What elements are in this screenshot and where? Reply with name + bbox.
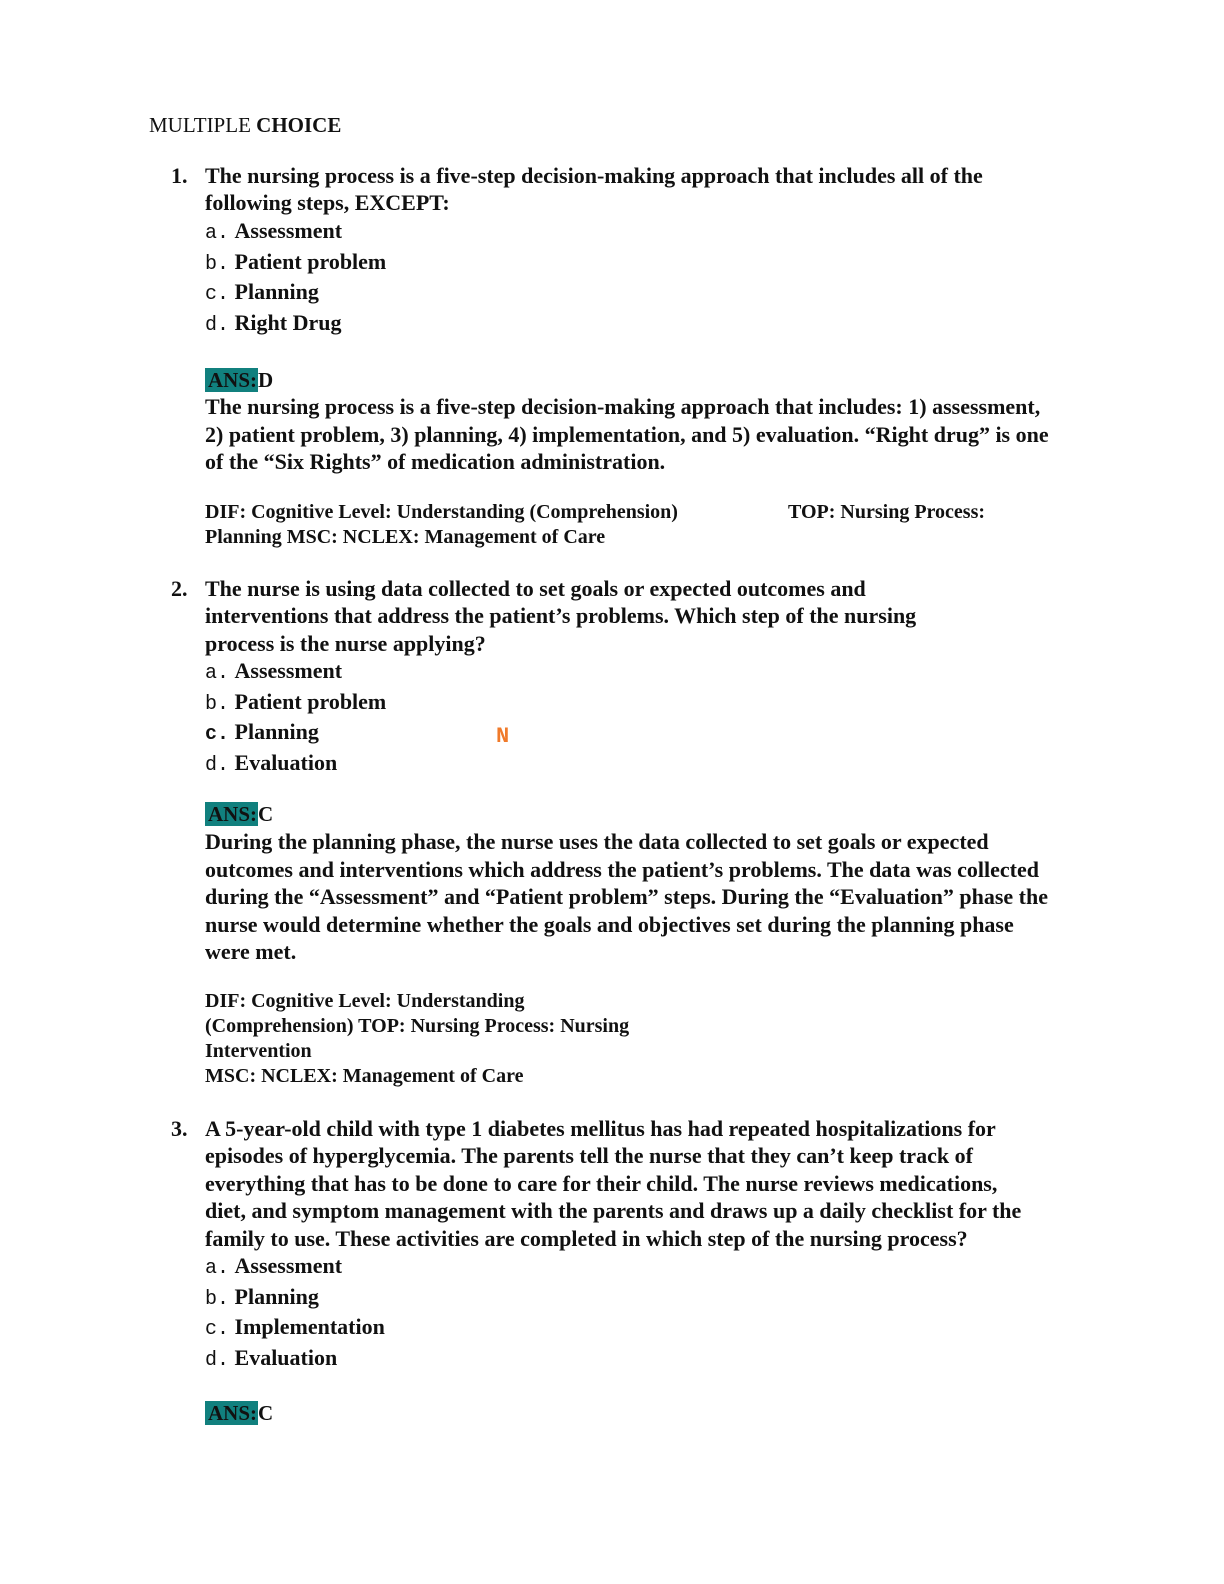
question-2-option-a[interactable]: [205, 657, 386, 688]
answer-label: ANS:: [205, 802, 258, 826]
question-1-option-b[interactable]: [205, 248, 386, 279]
question-3-stem-line: diet, and symptom management with the parents and draws up a daily checklist for the: [205, 1198, 1022, 1224]
question-1-number: 1.: [171, 163, 188, 188]
question-1-option-c[interactable]: [205, 278, 386, 309]
question-2-rationale: [205, 828, 1125, 966]
question-3-option-d[interactable]: [205, 1344, 385, 1375]
question-3-stem-line: everything that has to be done to care for their child. The nurse reviews medications,: [205, 1170, 998, 1196]
question-2-option-c[interactable]: [205, 718, 386, 749]
option-letter: c.: [205, 723, 230, 747]
question-1-top: TOP: Nursing Process:: [788, 501, 986, 523]
option-letter: c.: [205, 1318, 230, 1342]
heading-part-1: MULTIPLE: [149, 113, 251, 137]
answer-label: ANS:: [205, 1401, 258, 1425]
option-text: Planning: [234, 279, 319, 305]
option-letter: a.: [205, 1257, 230, 1280]
question-3-option-a[interactable]: [205, 1252, 385, 1283]
rationale-line: The nursing process is a five-step decision-making approach that includes: 1) assessment,: [205, 394, 1041, 419]
option-text: Implementation: [234, 1314, 385, 1340]
question-1-stem-line: following steps, EXCEPT:: [205, 190, 450, 216]
question-2-stem-line: The nurse is using data collected to set goals or expected outcomes and: [205, 576, 866, 601]
question-2-answer: [205, 801, 273, 827]
question-3-stem: [205, 1115, 1125, 1252]
question-3-answer: [205, 1400, 273, 1426]
rationale-line: during the “Assessment” and “Patient problem” steps. During the “Evaluation” phase the: [205, 884, 1049, 909]
option-text: Evaluation: [234, 1344, 338, 1370]
question-1-stem-line: The nursing process is a five-step decision-making approach that includes all of the: [205, 163, 983, 188]
option-letter: b.: [205, 252, 230, 276]
option-letter: b.: [205, 692, 230, 716]
meta-line: Intervention: [205, 1040, 312, 1062]
answer-value: C: [258, 802, 274, 826]
question-3-options: [205, 1252, 385, 1374]
option-letter: b.: [205, 1287, 230, 1311]
option-text: Planning: [234, 1283, 319, 1309]
option-letter: a.: [205, 222, 230, 245]
rationale-line: 2) patient problem, 3) planning, 4) implementation, and 5) evaluation. “Right drug” is one: [205, 421, 1049, 447]
option-text: Evaluation: [234, 749, 338, 775]
question-3-number: 3.: [171, 1116, 188, 1141]
option-letter: d.: [205, 753, 230, 777]
rationale-line: During the planning phase, the nurse uses the data collected to set goals or expected: [205, 829, 989, 854]
answer-value: C: [258, 1401, 274, 1425]
meta-line: DIF: Cognitive Level: Understanding: [205, 990, 525, 1012]
watermark-letter: N: [496, 724, 510, 749]
question-1-stem: [205, 162, 1125, 217]
option-letter: c.: [205, 283, 230, 307]
option-letter: a.: [205, 662, 230, 685]
question-1-answer: [205, 367, 273, 393]
question-1-dif: DIF: Cognitive Level: Understanding (Comprehension): [205, 501, 678, 523]
question-3-stem-line: A 5-year-old child with type 1 diabetes mellitus has had repeated hospitalizations for: [205, 1116, 996, 1141]
question-3-option-c[interactable]: [205, 1313, 385, 1344]
question-3-option-b[interactable]: [205, 1283, 385, 1314]
section-heading: [149, 112, 341, 138]
question-1-option-d[interactable]: [205, 309, 386, 340]
option-text: Patient problem: [234, 248, 387, 274]
question-2-number: 2.: [171, 576, 188, 601]
heading-part-2: CHOICE: [256, 113, 342, 137]
rationale-line: of the “Six Rights” of medication administration.: [205, 449, 666, 474]
option-text: Planning: [234, 719, 319, 745]
question-1-options: [205, 217, 386, 339]
option-text: Right Drug: [234, 309, 342, 335]
meta-line: (Comprehension) TOP: Nursing Process: Nursing: [205, 1015, 630, 1037]
answer-value: D: [258, 368, 274, 392]
question-3-stem-line: episodes of hyperglycemia. The parents tell the nurse that they can’t keep track of: [205, 1143, 973, 1169]
question-2-option-d[interactable]: [205, 749, 386, 780]
question-3-stem-line: family to use. These activities are completed in which step of the nursing process?: [205, 1225, 968, 1251]
question-2-stem: [205, 575, 1125, 657]
option-text: Assessment: [234, 658, 343, 683]
answer-label: ANS:: [205, 368, 258, 392]
option-letter: d.: [205, 1348, 230, 1372]
meta-line: MSC: NCLEX: Management of Care: [205, 1065, 524, 1087]
question-2-stem-line: process is the nurse applying?: [205, 630, 486, 656]
option-text: Assessment: [234, 218, 343, 243]
question-2-option-b[interactable]: [205, 688, 386, 719]
question-2-stem-line: interventions that address the patient’s problems. Which step of the nursing: [205, 603, 917, 629]
question-1-meta-line2: Planning MSC: NCLEX: Management of Care: [205, 526, 606, 548]
question-2-options: [205, 657, 386, 779]
rationale-line: outcomes and interventions which address the patient’s problems. The data was collected: [205, 856, 1039, 882]
option-text: Patient problem: [234, 688, 387, 714]
rationale-line: nurse would determine whether the goals and objectives set during the planning phase: [205, 911, 1014, 937]
question-1-option-a[interactable]: [205, 217, 386, 248]
option-letter: d.: [205, 313, 230, 337]
rationale-line: were met.: [205, 939, 297, 964]
question-1-rationale: [205, 393, 1125, 476]
option-text: Assessment: [234, 1253, 343, 1278]
question-2-meta: [205, 989, 629, 1089]
